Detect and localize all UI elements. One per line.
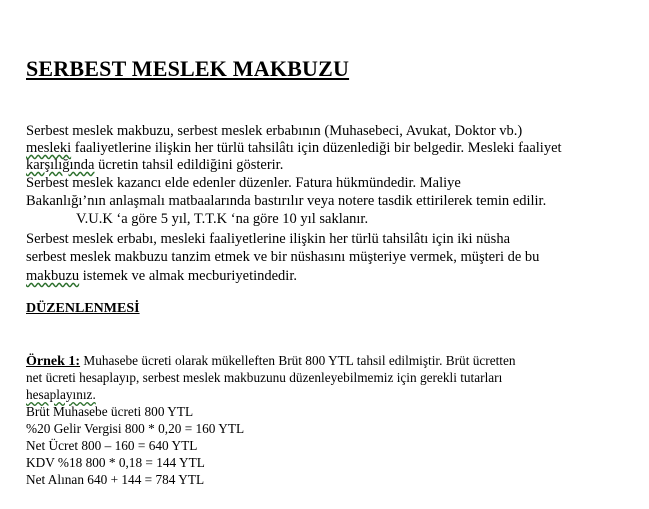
paragraph-line: serbest meslek makbuzu tanzim etmek ve bir nüshasını müşteriye vermek, müşteri de bu bbox=[26, 249, 540, 265]
paragraph-line bbox=[26, 267, 297, 285]
example-label: Örnek 1: bbox=[26, 354, 81, 369]
paragraph-text: istemek ve almak mecburiyetindedir. bbox=[79, 268, 297, 284]
spellcheck-word: mesleki bbox=[26, 140, 72, 156]
section-heading: DÜZENLENMESİ bbox=[26, 301, 140, 316]
paragraph-text: ücretin tahsil edildiğini gösterir. bbox=[94, 157, 284, 173]
calc-line: Brüt Muhasebe ücreti 800 YTL bbox=[26, 404, 194, 419]
example-text: Muhasebe ücreti olarak mükelleften Brüt 800 YTL tahsil edilmiştir. Brüt ücretten bbox=[80, 353, 516, 368]
spellcheck-word: makbuzu bbox=[26, 268, 80, 284]
paragraph-line: V.U.K ‘a göre 5 yıl, T.T.K ‘na göre 10 yıl saklanır. bbox=[76, 211, 369, 227]
paragraph-text: faaliyetlerine ilişkin her türlü tahsilâtı için düzenlediği bir belgedir. Mesleki faaliyet bbox=[71, 140, 562, 156]
spellcheck-word: karşılığında bbox=[26, 157, 95, 173]
calc-line: Net Alınan 640 + 144 = 784 YTL bbox=[26, 472, 205, 487]
paragraph-line: Serbest meslek makbuzu, serbest meslek erbabının (Muhasebeci, Avukat, Doktor vb.) bbox=[26, 123, 523, 139]
paragraph-line bbox=[26, 156, 283, 174]
spellcheck-word: hesaplayınız. bbox=[26, 387, 96, 402]
example-line bbox=[26, 386, 96, 403]
document-title: SERBEST MESLEK MAKBUZU bbox=[26, 56, 350, 81]
calc-line: %20 Gelir Vergisi 800 * 0,20 = 160 YTL bbox=[26, 421, 245, 436]
example-line: net ücreti hesaplayıp, serbest meslek makbuzunu düzenleyebilmemiz için gerekli tutarları bbox=[26, 370, 503, 385]
calc-line: KDV %18 800 * 0,18 = 144 YTL bbox=[26, 455, 205, 470]
calc-line: Net Ücret 800 – 160 = 640 YTL bbox=[26, 438, 198, 453]
paragraph-line: Bakanlığı’nın anlaşmalı matbaalarında bastırılır veya notere tasdik ettirilerek temin edilir. bbox=[26, 193, 547, 209]
paragraph-line: Serbest meslek kazancı elde edenler düzenler. Fatura hükmündedir. Maliye bbox=[26, 175, 461, 191]
paragraph-line: Serbest meslek erbabı, mesleki faaliyetlerine ilişkin her türlü tahsilâtı için iki nüsha bbox=[26, 231, 511, 247]
example-line bbox=[26, 352, 516, 370]
paragraph-line bbox=[26, 139, 562, 157]
